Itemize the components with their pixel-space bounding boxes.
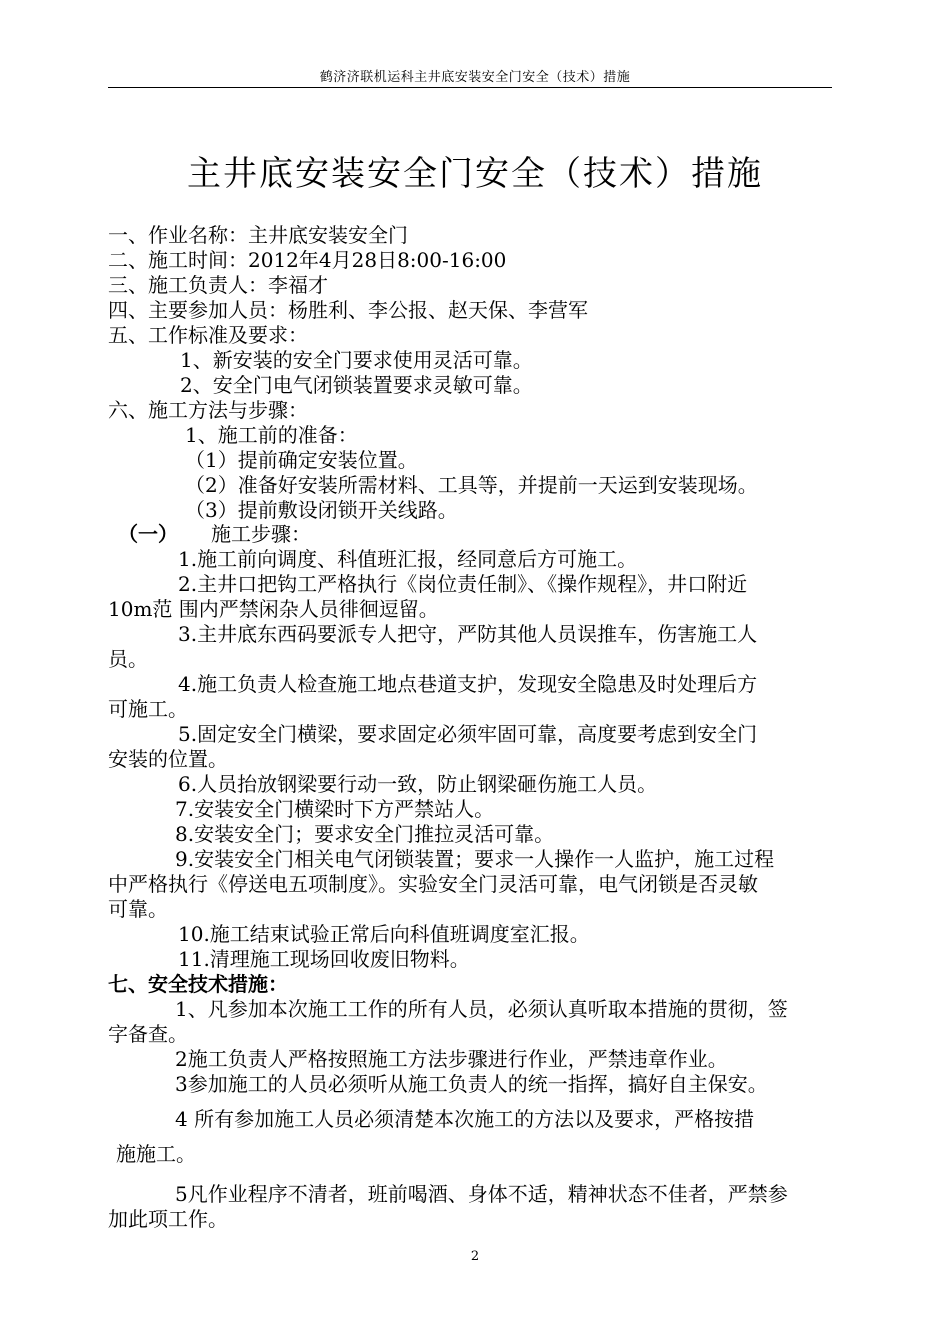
text-line: 可靠。	[108, 897, 168, 921]
text-line: 7.安装安全门横梁时下方严禁站人。	[175, 797, 495, 821]
text-line: 2、安全门电气闭锁装置要求灵敏可靠。	[180, 373, 533, 397]
document-title: 主井底安装安全门安全（技术）措施	[187, 154, 763, 194]
text-line: 中严格执行《停送电五项制度》。实验安全门灵活可靠，电气闭锁是否灵敏	[108, 872, 758, 896]
text-line: 一、作业名称：主井底安装安全门	[108, 223, 408, 247]
text-line: 9.安装安全门相关电气闭锁装置；要求一人操作一人监护，施工过程	[175, 847, 775, 871]
text-line: 五、工作标准及要求：	[108, 323, 308, 347]
text-line: 三、施工负责人：李福才	[108, 273, 328, 297]
text-line: 安装的位置。	[108, 747, 228, 771]
text-line: 11.清理施工现场回收废旧物料。	[178, 947, 470, 971]
text-line: 四、主要参加人员：杨胜利、李公报、赵天保、李营军	[108, 298, 588, 322]
running-header: 鹤济济联机运科主井底安装安全门安全（技术）措施	[319, 70, 631, 85]
page-number: 2	[470, 1249, 480, 1264]
text-line: 6.人员抬放钢梁要行动一致，防止钢梁砸伤施工人员。	[178, 772, 658, 796]
text-line: 可施工。	[108, 697, 188, 721]
section-heading: 施工步骤：	[211, 522, 311, 546]
text-line: 3.主井底东西码要派专人把守，严防其他人员误推车，伤害施工人	[178, 622, 758, 646]
text-line: 5.固定安全门横梁，要求固定必须牢固可靠，高度要考虑到安全门	[178, 722, 758, 746]
text-line: 10m范 围内严禁闲杂人员徘徊逗留。	[108, 597, 439, 621]
text-line: （3）提前敷设闭锁开关线路。	[185, 498, 458, 522]
text-line: 2施工负责人严格按照施工方法步骤进行作业，严禁违章作业。	[175, 1047, 728, 1071]
text-line: 4.施工负责人检查施工地点巷道支护，发现安全隐患及时处理后方	[178, 672, 758, 696]
text-line: （2）准备好安装所需材料、工具等，并提前一天运到安装现场。	[185, 473, 758, 497]
text-line: 六、施工方法与步骤：	[108, 398, 308, 422]
text-line: 1、施工前的准备：	[185, 423, 358, 447]
text-line: 2.主井口把钩工严格执行《岗位责任制》、《操作规程》，井口附近	[178, 572, 748, 596]
section-number: （一）	[118, 522, 178, 546]
text-line: 1、凡参加本次施工工作的所有人员，必须认真听取本措施的贯彻，签	[175, 997, 788, 1021]
header-divider	[108, 87, 832, 88]
text-line: 字备查。	[108, 1022, 188, 1046]
text-line: 1、新安装的安全门要求使用灵活可靠。	[180, 348, 533, 372]
text-line: 8.安装安全门；要求安全门推拉灵活可靠。	[175, 822, 555, 846]
text-line: 二、施工时间：2012年4月28日8:00-16:00	[108, 248, 507, 272]
text-line: 员。	[108, 647, 148, 671]
text-line: 3参加施工的人员必须听从施工负责人的统一指挥，搞好自主保安。	[175, 1072, 768, 1096]
text-line: 4 所有参加施工人员必须清楚本次施工的方法以及要求，严格按措	[175, 1107, 755, 1131]
text-line: 5凡作业程序不清者，班前喝酒、身体不适，精神状态不佳者，严禁参	[175, 1182, 788, 1206]
text-line: 加此项工作。	[108, 1207, 228, 1231]
section-heading: 七、安全技术措施：	[108, 972, 288, 996]
text-line: （1）提前确定安装位置。	[185, 448, 418, 472]
text-line: 1.施工前向调度、科值班汇报，经同意后方可施工。	[178, 547, 638, 571]
text-line: 施施工。	[116, 1142, 196, 1166]
text-line: 10.施工结束试验正常后向科值班调度室汇报。	[178, 922, 590, 946]
